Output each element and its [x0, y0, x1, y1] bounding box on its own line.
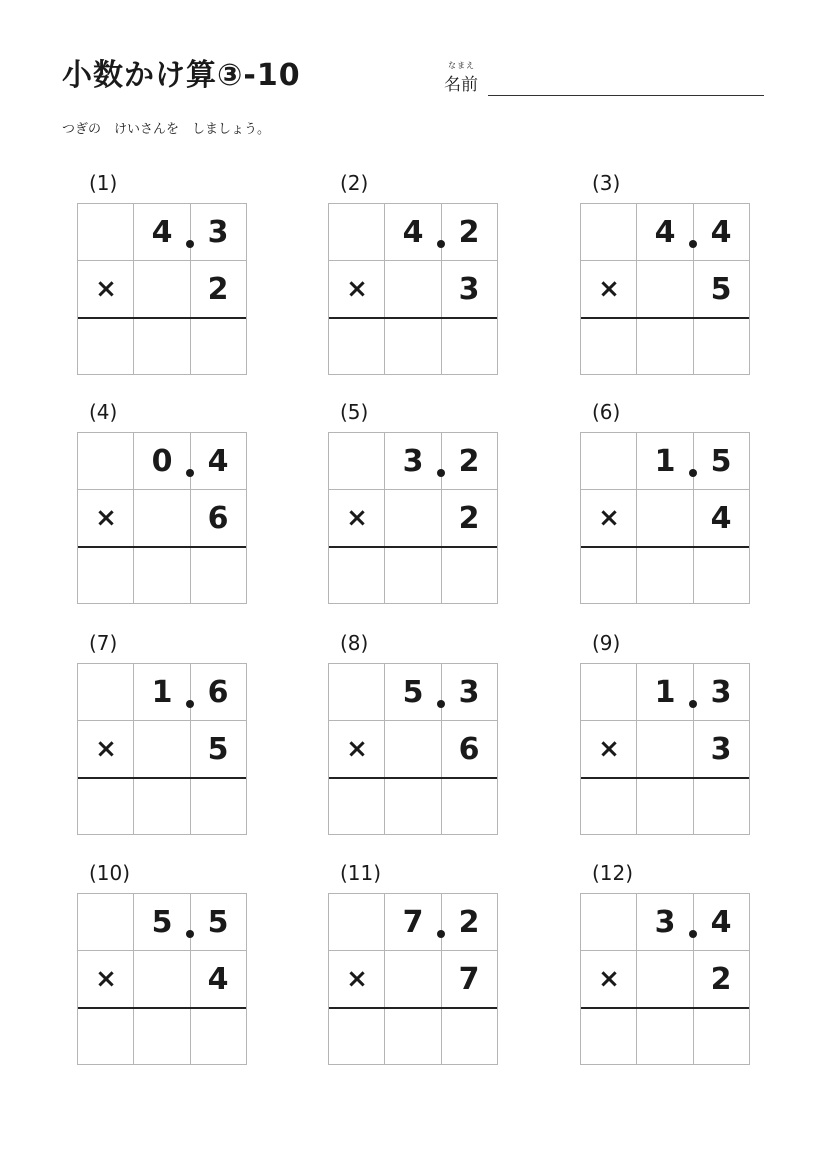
answer-cell[interactable]: [329, 547, 385, 604]
answer-cell[interactable]: [134, 778, 190, 835]
multiplicand-integer-digit: 4: [637, 204, 693, 261]
calculation-grid: [580, 893, 750, 1065]
answer-cell[interactable]: [190, 318, 246, 375]
answer-cell[interactable]: [134, 1008, 190, 1065]
problem-label: (4): [89, 400, 118, 424]
problem-label: (3): [592, 171, 621, 195]
instruction-text: つぎの けいさんを しましょう。: [62, 122, 271, 137]
times-sign: ×: [346, 274, 368, 304]
answer-cell[interactable]: [78, 547, 134, 604]
answer-cell[interactable]: [385, 778, 441, 835]
problem: [580, 171, 750, 386]
calculation-grid: [580, 432, 750, 604]
problem-label: (9): [592, 631, 621, 655]
answer-cell[interactable]: [637, 318, 693, 375]
calculation-grid: [328, 663, 498, 835]
answer-cell[interactable]: [581, 778, 637, 835]
multiplier-digit: 5: [710, 272, 732, 307]
multiplicand-decimal-digit: 4: [710, 905, 732, 940]
answer-cell[interactable]: [78, 318, 134, 375]
answer-cell[interactable]: [441, 547, 497, 604]
times-sign: ×: [346, 503, 368, 533]
multiplicand-decimal-digit: 2: [458, 905, 480, 940]
times-sign: ×: [346, 964, 368, 994]
problem: [328, 400, 498, 615]
multiplicand-decimal-digit: 4: [207, 444, 229, 479]
multiplicand-decimal-digit: 3: [207, 215, 229, 250]
problem: [77, 861, 247, 1076]
multiplier-digit: 4: [207, 962, 229, 997]
problem: [328, 631, 498, 846]
answer-cell[interactable]: [78, 778, 134, 835]
answer-cell[interactable]: [190, 547, 246, 604]
multiplicand-decimal-digit: 4: [710, 215, 732, 250]
calculation-grid: [77, 893, 247, 1065]
answer-cell[interactable]: [693, 778, 749, 835]
times-sign: ×: [95, 274, 117, 304]
multiplier-digit: 2: [458, 501, 480, 536]
answer-cell[interactable]: [385, 318, 441, 375]
multiplicand-decimal-digit: 3: [710, 675, 732, 710]
problem-label: (10): [89, 861, 131, 885]
multiplier-digit: 7: [458, 962, 480, 997]
multiplier-digit: 2: [710, 962, 732, 997]
problem: [328, 861, 498, 1076]
times-sign: ×: [95, 503, 117, 533]
answer-cell[interactable]: [385, 1008, 441, 1065]
multiplier-digit: 6: [207, 501, 229, 536]
answer-cell[interactable]: [134, 547, 190, 604]
multiplicand-integer-digit: 7: [385, 894, 441, 951]
answer-cell[interactable]: [441, 318, 497, 375]
problem-label: (2): [340, 171, 369, 195]
answer-cell[interactable]: [581, 318, 637, 375]
answer-cell[interactable]: [329, 318, 385, 375]
problem-label: (11): [340, 861, 382, 885]
times-sign: ×: [346, 734, 368, 764]
multiplicand-decimal-digit: 2: [458, 444, 480, 479]
answer-cell[interactable]: [693, 1008, 749, 1065]
problem: [77, 400, 247, 615]
answer-cell[interactable]: [441, 778, 497, 835]
multiplicand-integer-digit: 3: [385, 433, 441, 490]
multiplier-digit: 3: [710, 732, 732, 767]
multiplier-digit: 5: [207, 732, 229, 767]
answer-cell[interactable]: [693, 547, 749, 604]
multiplicand-decimal-digit: 6: [207, 675, 229, 710]
multiplicand-decimal-digit: 3: [458, 675, 480, 710]
name-ruby: なまえ: [448, 61, 475, 70]
answer-cell[interactable]: [329, 778, 385, 835]
calculation-grid: [77, 203, 247, 375]
answer-cell[interactable]: [78, 1008, 134, 1065]
problem: [77, 631, 247, 846]
multiplicand-decimal-digit: 2: [458, 215, 480, 250]
multiplicand-integer-digit: 5: [385, 664, 441, 721]
multiplier-digit: 6: [458, 732, 480, 767]
multiplicand-integer-digit: 3: [637, 894, 693, 951]
times-sign: ×: [598, 274, 620, 304]
times-sign: ×: [95, 964, 117, 994]
answer-cell[interactable]: [441, 1008, 497, 1065]
problem-label: (7): [89, 631, 118, 655]
answer-cell[interactable]: [637, 778, 693, 835]
multiplicand-integer-digit: 0: [134, 433, 190, 490]
answer-cell[interactable]: [693, 318, 749, 375]
problem: [77, 171, 247, 386]
calculation-grid: [580, 203, 750, 375]
calculation-grid: [328, 203, 498, 375]
multiplicand-integer-digit: 5: [134, 894, 190, 951]
multiplicand-integer-digit: 1: [637, 433, 693, 490]
calculation-grid: [328, 893, 498, 1065]
times-sign: ×: [598, 964, 620, 994]
calculation-grid: [77, 663, 247, 835]
problem-label: (1): [89, 171, 118, 195]
problem: [580, 631, 750, 846]
answer-cell[interactable]: [637, 547, 693, 604]
calculation-grid: [580, 663, 750, 835]
answer-cell[interactable]: [581, 1008, 637, 1065]
multiplicand-integer-digit: 4: [134, 204, 190, 261]
answer-cell[interactable]: [134, 318, 190, 375]
answer-cell[interactable]: [190, 1008, 246, 1065]
answer-cell[interactable]: [190, 778, 246, 835]
answer-cell[interactable]: [385, 547, 441, 604]
multiplier-digit: 2: [207, 272, 229, 307]
multiplicand-integer-digit: 4: [385, 204, 441, 261]
multiplicand-decimal-digit: 5: [710, 444, 732, 479]
name-label: 名前: [444, 75, 478, 95]
problem-label: (5): [340, 400, 369, 424]
times-sign: ×: [598, 503, 620, 533]
answer-cell[interactable]: [581, 547, 637, 604]
times-sign: ×: [598, 734, 620, 764]
problem: [580, 861, 750, 1076]
multiplicand-integer-digit: 1: [134, 664, 190, 721]
problem-label: (8): [340, 631, 369, 655]
problem-label: (12): [592, 861, 634, 885]
multiplicand-decimal-digit: 5: [207, 905, 229, 940]
problem: [580, 400, 750, 615]
problem: [328, 171, 498, 386]
calculation-grid: [77, 432, 247, 604]
name-writing-line[interactable]: [488, 95, 764, 96]
problem-label: (6): [592, 400, 621, 424]
multiplicand-integer-digit: 1: [637, 664, 693, 721]
answer-cell[interactable]: [637, 1008, 693, 1065]
calculation-grid: [328, 432, 498, 604]
worksheet-title: 小数かけ算③-10: [62, 58, 301, 93]
multiplier-digit: 4: [710, 501, 732, 536]
answer-cell[interactable]: [329, 1008, 385, 1065]
times-sign: ×: [95, 734, 117, 764]
multiplier-digit: 3: [458, 272, 480, 307]
